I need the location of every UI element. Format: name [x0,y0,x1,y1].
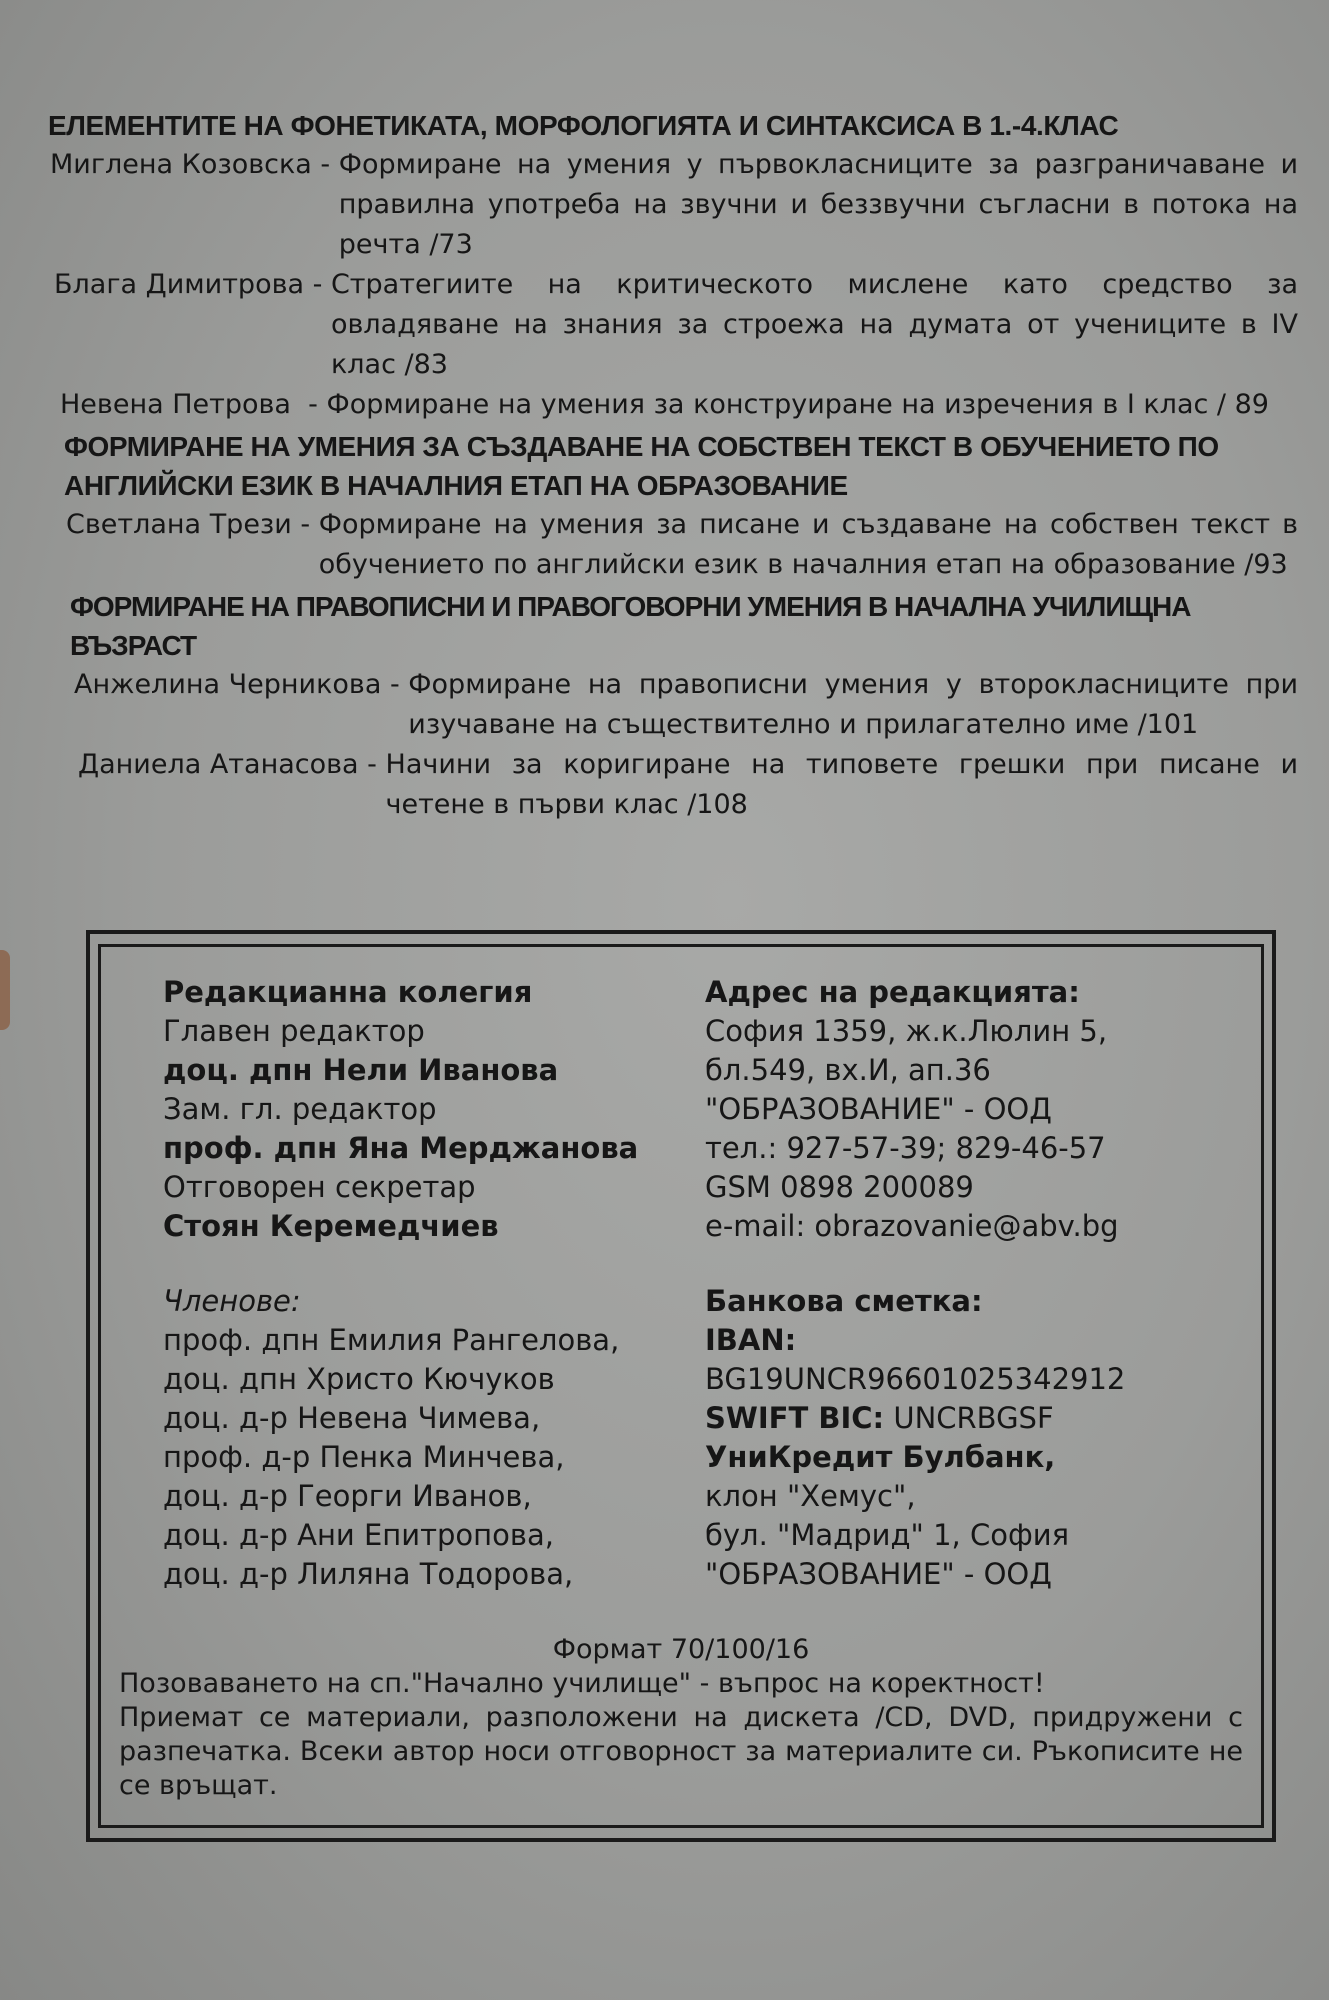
email-line: e-mail: obrazovanie@abv.bg [705,1209,1119,1243]
iban-line [705,1321,1225,1399]
phone-line: тел.: 927-57-39; 829-46-57 [705,1131,1106,1165]
finger-shadow [0,950,10,1030]
entry-author: Анжелина Черникова - [74,669,409,700]
entry-author: Светлана Трези - [66,509,319,540]
bank-heading: Банкова сметка: [705,1284,983,1318]
editorial-board [163,973,683,1594]
entry-title: Формиране на умения за конструиране на изречения в I клас / 89 [326,389,1269,420]
members-label: Членове: [163,1284,301,1318]
deputy-name: проф. дпн Яна Мерджанова [163,1131,639,1165]
entry-title: Формиране на правописни умения у второкласниците при изучаване на съществително и прилагателно име /101 [408,669,1298,740]
citation-note: Позоваването на сп."Начално училище" - въпрос на коректност! [119,1668,1045,1699]
iban-value: BG19UNCR96601025342912 [705,1362,1126,1396]
bank-name: УниКредит Булбанк, [705,1440,1056,1474]
deputy-label: Зам. гл. редактор [163,1092,437,1126]
entry-author: Блага Димитрова - [54,269,331,300]
section-heading: ЕЛЕМЕНТИТЕ НА ФОНЕТИКАТА, МОРФОЛОГИЯТА И СИНТАКСИСА В 1.-4.КЛАС [48,110,1119,141]
entry-title: Стратегиите на критическото мислене като средство за овладяване на знания за строежа на думата от учениците в IV клас /83 [330,269,1298,380]
address-heading: Адрес на редакцията: [705,975,1080,1009]
secretary-label: Отговорен секретар [163,1170,476,1204]
member-item: доц. д-р Невена Чимева, [163,1401,541,1435]
imprint-footer [119,1633,1243,1803]
toc-entry [54,265,1298,385]
toc-entry [66,505,1298,585]
imprint-box [86,930,1276,1842]
swift-line [705,1399,1225,1438]
toc-entry [50,145,1298,265]
section-heading: ФОРМИРАНЕ НА ПРАВОПИСНИ И ПРАВОГОВОРНИ УМЕНИЯ В НАЧАЛНА УЧИЛИЩНА ВЪЗРАСТ [70,591,1191,661]
entry-title: Формиране на умения за писане и създаване на собствен текст в обучението по английски език в началния етап на образование /93 [318,509,1298,580]
address-line: бл.549, вх.И, ап.36 [705,1053,991,1087]
entry-author: Миглена Козовска - [50,149,339,180]
submission-note: Приемат се материали, разположени на дискета /CD, DVD, придружени с разпечатка. Всеки автор носи отговорност за материалите си. Ръкописите не се връщат. [119,1702,1243,1801]
member-item: доц. дпн Христо Кючуков [163,1362,555,1396]
entry-title: Начини за коригиране на типовете грешки при писане и четене в първи клас /108 [385,749,1298,820]
entry-author: Даниела Атанасова - [78,749,386,780]
address-line: "ОБРАЗОВАНИЕ" - ООД [705,1092,1052,1126]
account-holder: "ОБРАЗОВАНИЕ" - ООД [705,1557,1052,1591]
table-of-contents [48,106,1298,825]
address-line: София 1359, ж.к.Люлин 5, [705,1014,1108,1048]
toc-entry [74,665,1298,745]
member-item: доц. д-р Лиляна Тодорова, [163,1557,574,1591]
member-item: доц. д-р Ани Епитропова, [163,1518,554,1552]
iban-label: IBAN: [705,1323,797,1357]
board-heading: Редакцианна колегия [163,975,533,1009]
swift-value: UNCRBGSF [884,1401,1054,1435]
chief-name: доц. дпн Нели Иванова [163,1053,559,1087]
imprint-inner-border [98,944,1264,1828]
entry-title: Формиране на умения у първокласниците за разграничаване и правилна употреба на звучни и беззвучни съгласни в потока на речта /73 [338,149,1298,260]
section-heading: ФОРМИРАНЕ НА УМЕНИЯ ЗА СЪЗДАВАНЕ НА СОБСТВЕН ТЕКСТ В ОБУЧЕНИЕТО ПО АНГЛИЙСКИ ЕЗИК В НАЧАЛНИЯ ЕТАП НА ОБРАЗОВАНИЕ [64,431,1219,501]
swift-label: SWIFT BIC: [705,1401,885,1435]
format-line: Формат 70/100/16 [552,1634,810,1665]
editorial-address [705,973,1225,1594]
gsm-line: GSM 0898 200089 [705,1170,974,1204]
toc-entry [60,385,1298,425]
toc-entry [78,745,1298,825]
member-item: проф. д-р Пенка Минчева, [163,1440,565,1474]
bank-street: бул. "Мадрид" 1, София [705,1518,1070,1552]
bank-branch: клон "Хемус", [705,1479,916,1513]
entry-author: Невена Петрова - [60,389,327,420]
member-item: проф. дпн Емилия Рангелова, [163,1323,620,1357]
secretary-name: Стоян Керемедчиев [163,1209,499,1243]
member-item: доц. д-р Георги Иванов, [163,1479,532,1513]
chief-label: Главен редактор [163,1014,425,1048]
